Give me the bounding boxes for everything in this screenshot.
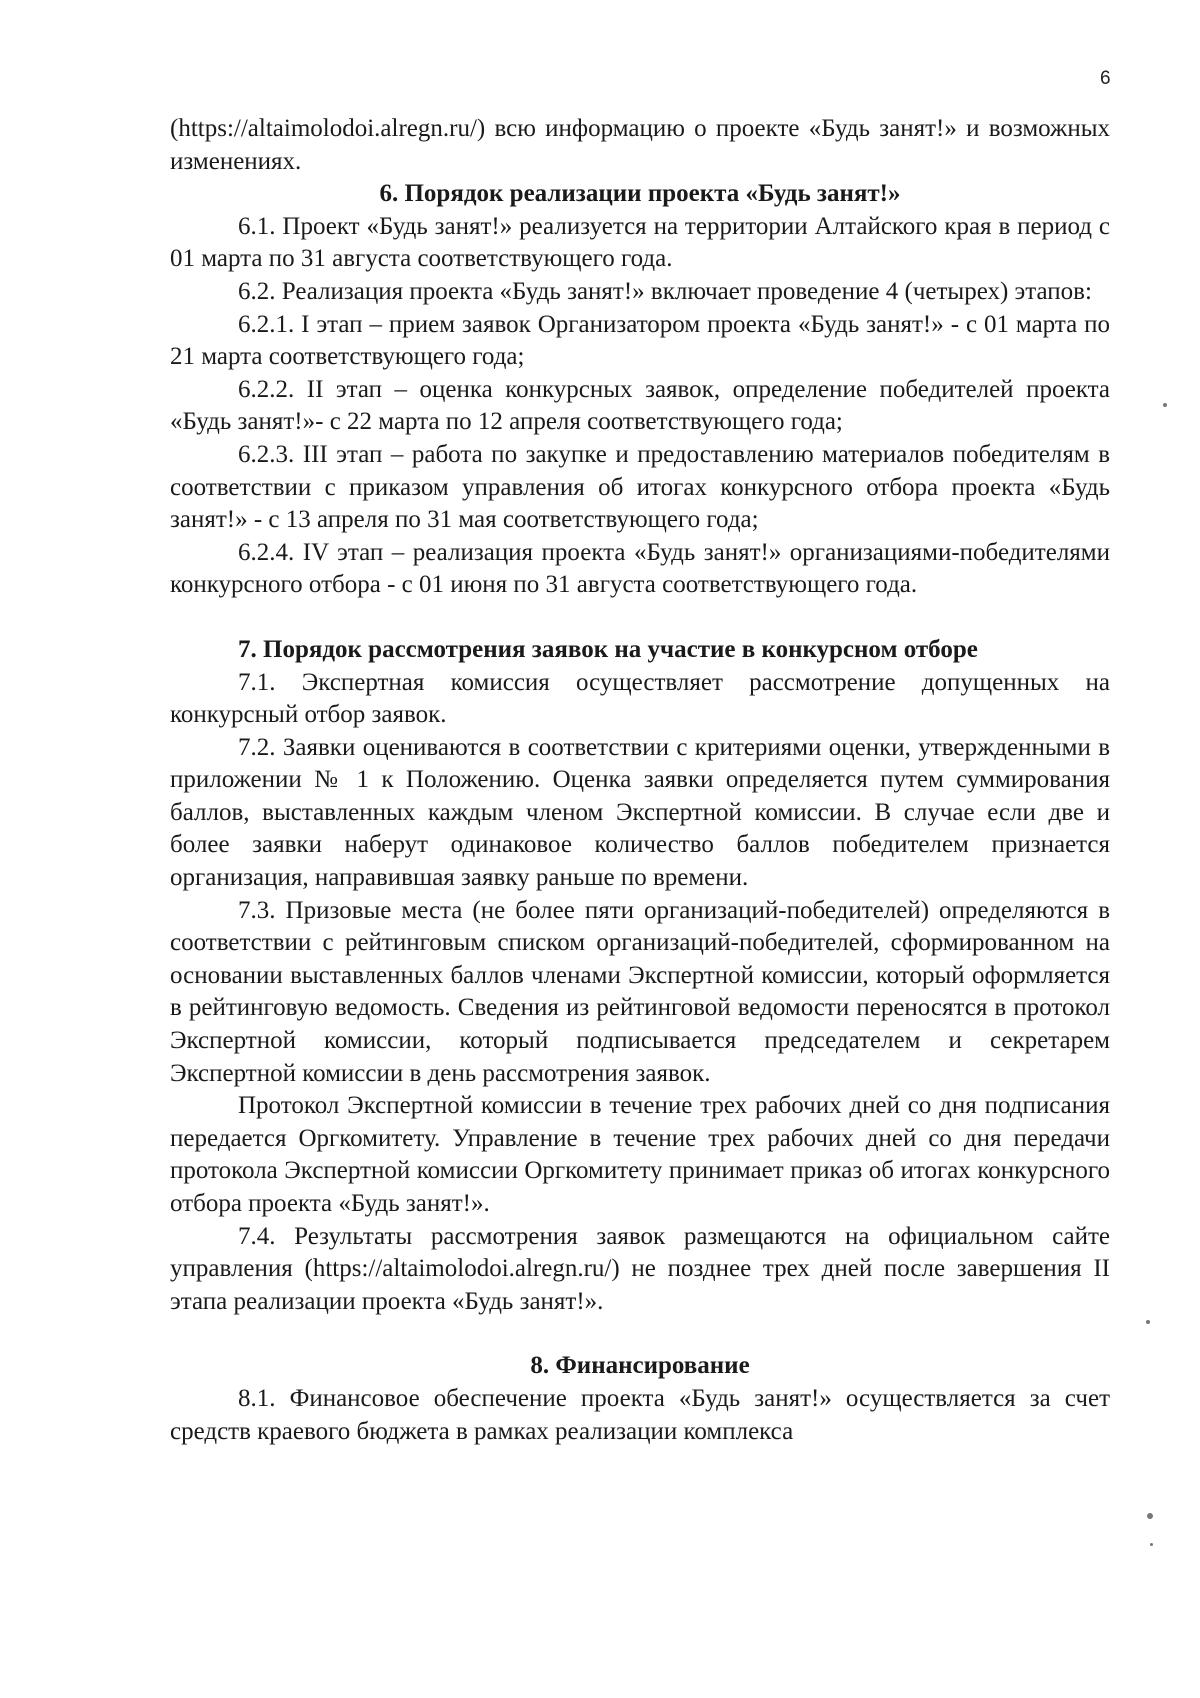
paragraph: (https://altaimolodoi.alregn.ru/) всю информацию о проекте «Будь занят!» и возможных изменениях. — [170, 115, 1110, 175]
paragraph: 8.1. Финансовое обеспечение проекта «Будь занят!» осуществляется за счет средств краевого бюджета в рамках реализации комплекса — [170, 1384, 1110, 1445]
paragraph: 6.2.3. III этап – работа по закупке и предоставлению материалов победителям в соответствии с приказом управления об итогах конкурсного отбора проекта «Будь занят!» - с 13 апреля по 31 мая соответствующего года; — [170, 440, 1110, 534]
page-number: 6 — [1100, 68, 1111, 89]
scan-speck — [1146, 1320, 1150, 1324]
scan-speck — [1147, 1513, 1153, 1519]
paragraph: 7.4. Результаты рассмотрения заявок размещаются на официальном сайте управления (https://altaimolodoi.alregn.ru/) не позднее трех дней после завершения II этапа реализации проекта «Будь занят!». — [170, 1222, 1110, 1315]
document-body — [170, 113, 1110, 1448]
scan-speck — [1150, 1543, 1153, 1546]
paragraph: 6.2. Реализация проекта «Будь занят!» включает проведение 4 (четырех) этапов: — [238, 277, 1092, 305]
section-heading: 8. Финансирование — [530, 1352, 750, 1380]
paragraph: 7.1. Экспертная комиссия осуществляет рассмотрение допущенных на конкурсный отбор заявок. — [170, 668, 1110, 729]
section-gap — [170, 602, 1110, 634]
paragraph: 6.2.1. I этап – прием заявок Организатором проекта «Будь занят!» - с 01 марта по 21 марта соответствующего года; — [170, 310, 1110, 371]
section-heading: 7. Порядок рассмотрения заявок на участие в конкурсном отборе — [238, 635, 978, 663]
section-heading: 6. Порядок реализации проекта «Будь занят!» — [379, 180, 901, 208]
paragraph: Протокол Экспертной комиссии в течение трех рабочих дней со дня подписания передается Оргкомитету. Управление в течение трех рабочих дней со дня передачи протокола Экспертной комиссии Оргкомитету принимает приказ об итогах конкурсного отбора проекта «Будь занят!». — [170, 1092, 1110, 1217]
paragraph: 6.2.2. II этап – оценка конкурсных заявок, определение победителей проекта «Будь занят!»- с 22 марта по 12 апреля соответствующего года; — [170, 375, 1110, 436]
paragraph: 6.2.4. IV этап – реализация проекта «Будь занят!» организациями-победителями конкурсного отбора - с 01 июня по 31 августа соответствующего года. — [170, 538, 1110, 599]
paragraph: 7.2. Заявки оцениваются в соответствии с критериями оценки, утвержденными в приложении № 1 к Положению. Оценка заявки определяется путем суммирования баллов, выставленных каждым членом Экспертной комиссии. В случае если две и более заявки наберут одинаковое количество баллов победителем признается организация, направившая заявку раньше по времени. — [170, 733, 1110, 892]
scan-speck — [1163, 403, 1167, 407]
paragraph: 6.1. Проект «Будь занят!» реализуется на территории Алтайского края в период с 01 марта по 31 августа соответствующего года. — [170, 212, 1110, 273]
section-gap — [170, 1318, 1110, 1350]
paragraph: 7.3. Призовые места (не более пяти организаций-победителей) определяются в соответствии с рейтинговым списком организаций-победителей, сформированном на основании выставленных баллов членами Экспертной комиссии, который оформляется в рейтинговую ведомость. Сведения из рейтинговой ведомости переносятся в протокол Экспертной комиссии, который подписывается председателем и секретарем Экспертной комиссии в день рассмотрения заявок. — [170, 896, 1110, 1087]
